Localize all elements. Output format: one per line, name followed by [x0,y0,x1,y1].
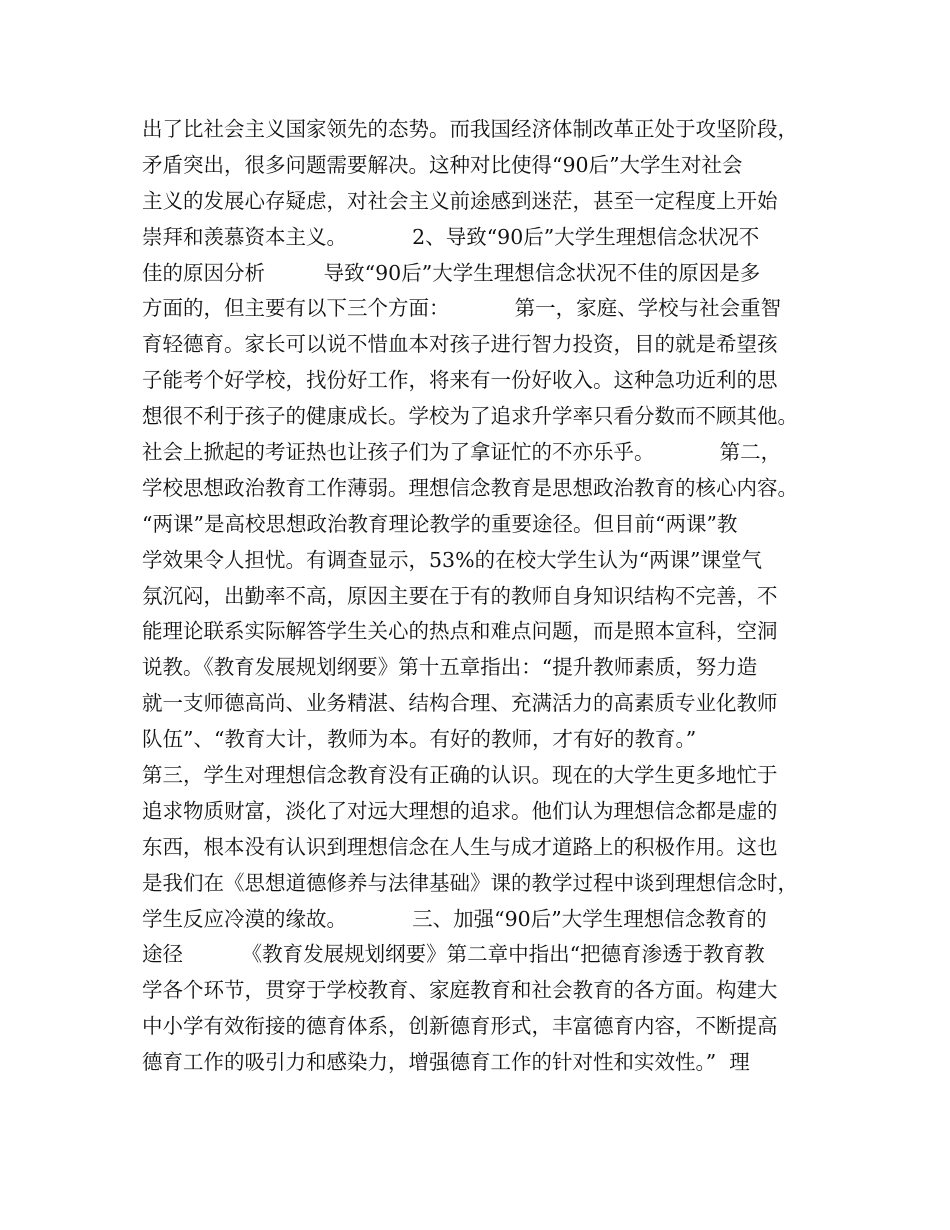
text-line: 佳的原因分析 导致“90后”大学生理想信念状况不佳的原因是多 [142,260,761,285]
text-line: 追求物质财富，淡化了对远大理想的追求。他们认为理想信念都是虚的 [142,798,778,823]
text-line: 说教。《教育发展规划纲要》第十五章指出：“提升教师素质，努力造 [142,655,758,680]
text-line: 崇拜和羡慕资本主义。 2、导致“90后”大学生理想信念状况不 [142,224,760,249]
text-line: 德育工作的吸引力和感染力，增强德育工作的针对性和实效性。” 理 [142,1050,750,1075]
text-line: 学各个环节，贯穿于学校教育、家庭教育和社会教育的各方面。构建大 [142,978,778,1003]
text-line: 想很不利于孩子的健康成长。学校为了追求升学率只看分数而不顾其他。 [142,404,798,429]
text-line: 育轻德育。家长可以说不惜血本对孩子进行智力投资，目的就是希望孩 [142,332,778,357]
text-line: 学校思想政治教育工作薄弱。理想信念教育是思想政治教育的核心内容。 [142,475,798,500]
text-line: 矛盾突出，很多问题需要解决。这种对比使得“90后”大学生对社会 [142,152,743,177]
text-line: 能理论联系实际解答学生关心的热点和难点问题，而是照本宣科，空洞 [142,619,778,644]
text-line: 主义的发展心存疑虑，对社会主义前途感到迷茫，甚至一定程度上开始 [142,188,778,213]
text-line: 途径 《教育发展规划纲要》第二章中指出“把德育渗透于教育教 [142,942,765,967]
text-line: 出了比社会主义国家领先的态势。而我国经济体制改革正处于攻坚阶段， [142,117,798,141]
text-line: 队伍”、“教育大计，教师为本。有好的教师，才有好的教育。” [142,727,697,752]
text-line: 是我们在《思想道德修养与法律基础》课的教学过程中谈到理想信念时， [142,870,798,895]
text-line: 子能考个好学校，找份好工作，将来有一份好收入。这种急功近利的思 [142,368,778,393]
text-line: 学生反应冷漠的缘故。 三、加强“90后”大学生理想信念教育的 [142,906,767,931]
body-text [142,112,832,1081]
text-line: 社会上掀起的考证热也让孩子们为了拿证忙的不亦乐乎。 第二， [142,440,782,465]
text-line: 学效果令人担忧。有调查显示，53%的在校大学生认为“两课”课堂气 [142,547,763,572]
text-line: 中小学有效衔接的德育体系，创新德育形式，丰富德育内容，不断提高 [142,1014,778,1039]
text-line: “两课”是高校思想政治教育理论教学的重要途径。但目前“两课”教 [142,511,738,536]
text-line: 东西，根本没有认识到理想信念在人生与成才道路上的积极作用。这也 [142,834,778,859]
text-line: 方面的，但主要有以下三个方面： 第一，家庭、学校与社会重智 [142,296,782,321]
text-line: 第三，学生对理想信念教育没有正确的认识。现在的大学生更多地忙于 [142,763,778,788]
text-line: 氛沉闷，出勤率不高，原因主要在于有的教师自身知识结构不完善，不 [142,583,778,608]
text-line: 就一支师德高尚、业务精湛、结构合理、充满活力的高素质专业化教师 [142,691,778,716]
